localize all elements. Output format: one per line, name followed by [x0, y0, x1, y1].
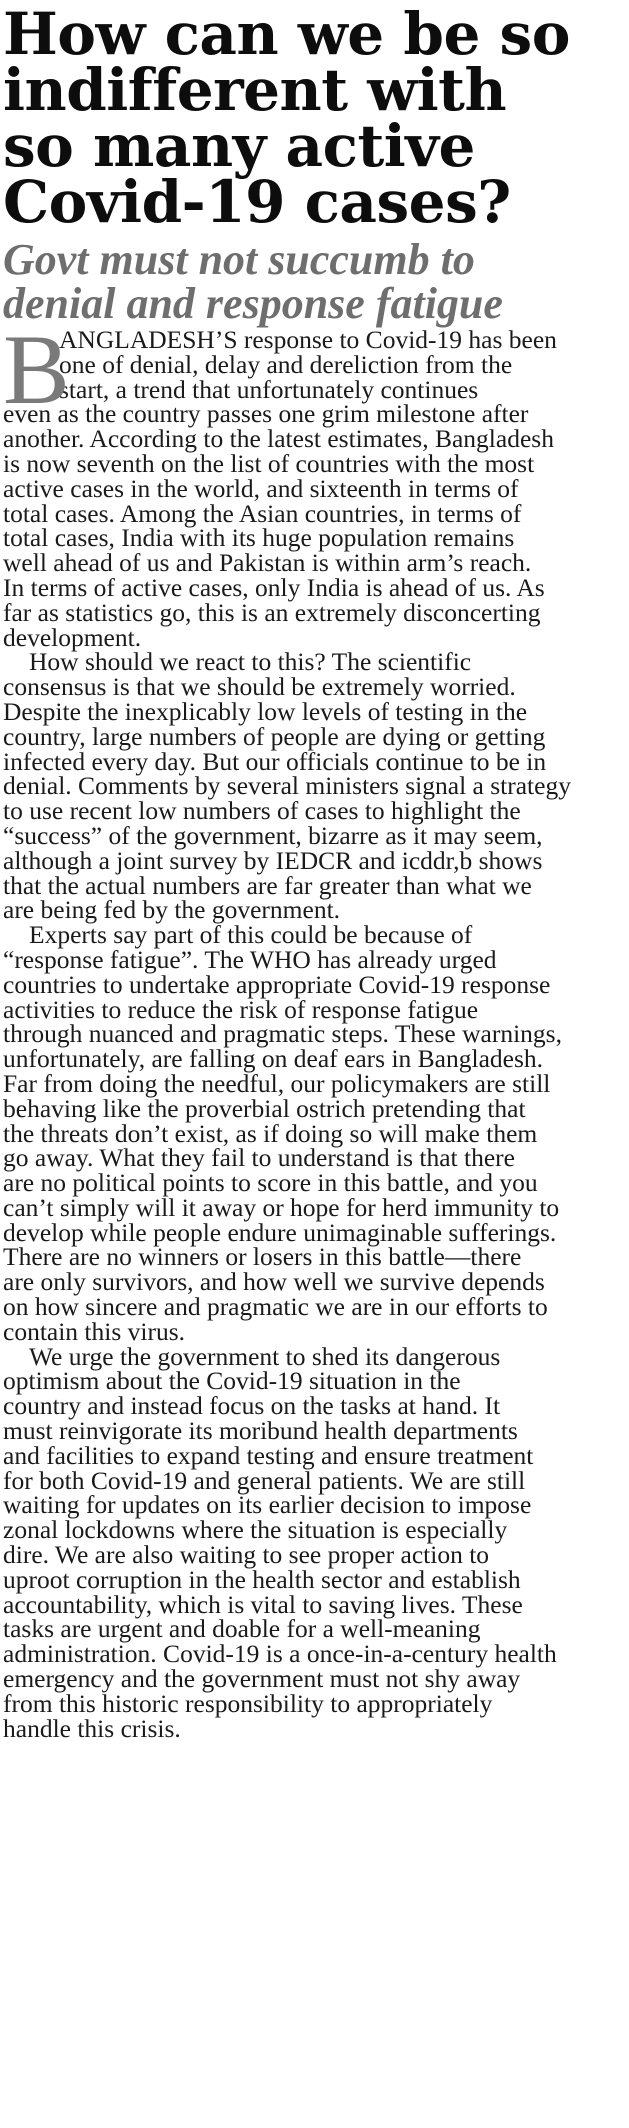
- body-line: emergency and the government must not shy away: [3, 1664, 521, 1694]
- body-line: “response fatigue”. The WHO has already urged: [3, 944, 497, 974]
- body-line: on how sincere and pragmatic we are in our efforts to: [3, 1292, 548, 1322]
- body-line: total cases, India with its huge population remains: [3, 523, 515, 553]
- body-line: that the actual numbers are far greater than what we: [3, 870, 532, 900]
- body-line: is now seventh on the list of countries with the most: [3, 448, 535, 478]
- body-line: behaving like the proverbial ostrich pretending that: [3, 1093, 526, 1123]
- body-line: Despite the inexplicably low levels of testing in the: [3, 696, 528, 726]
- headline-line: How can we be so: [3, 0, 570, 68]
- drop-cap: B: [3, 314, 70, 425]
- body-line: zonal lockdowns where the situation is especially: [3, 1515, 508, 1545]
- body-line: must reinvigorate its moribund health departments: [3, 1416, 518, 1446]
- body-line: countries to undertake appropriate Covid-19 response: [3, 969, 551, 999]
- headline-line: Covid-19 cases?: [3, 168, 511, 236]
- body-line: through nuanced and pragmatic steps. These warnings,: [3, 1019, 562, 1049]
- body-line: are no political points to score in this battle, and you: [3, 1168, 538, 1198]
- body-line: to use recent low numbers of cases to highlight the: [3, 796, 521, 826]
- body-line: consensus is that we should be extremely worried.: [3, 672, 516, 702]
- body-line: “success” of the government, bizarre as it may seem,: [3, 820, 543, 850]
- body-line: accountability, which is vital to saving lives. These: [3, 1589, 523, 1619]
- body-line: handle this crisis.: [3, 1713, 181, 1743]
- body-line: How should we react to this? The scientific: [29, 647, 472, 677]
- body-line: from this historic responsibility to appropriately: [3, 1688, 493, 1718]
- body-line: the threats don’t exist, as if doing so will make them: [3, 1118, 538, 1148]
- body-line: far as statistics go, this is an extremely disconcerting: [3, 597, 541, 627]
- paragraph-1: [3, 314, 627, 652]
- body-line: denial. Comments by several ministers signal a strategy: [3, 771, 571, 801]
- body-line: There are no winners or losers in this battle—there: [3, 1242, 522, 1272]
- body-line: administration. Covid-19 is a once-in-a-century health: [3, 1639, 557, 1669]
- body-line: country, large numbers of people are dying or getting: [3, 721, 546, 751]
- body-line: uproot corruption in the health sector and establish: [3, 1564, 521, 1594]
- body-line: contain this virus.: [3, 1316, 186, 1346]
- body-line: total cases. Among the Asian countries, in terms of: [3, 498, 522, 528]
- headline-line: indifferent with: [3, 56, 507, 124]
- body-line: waiting for updates on its earlier decision to impose: [3, 1490, 532, 1520]
- body-line: Far from doing the needful, our policymakers are still: [3, 1068, 551, 1098]
- body-line: can’t simply will it away or hope for herd immunity to: [3, 1192, 560, 1222]
- body-line: active cases in the world, and sixteenth in terms of: [3, 473, 519, 503]
- paragraph-2: [3, 647, 627, 925]
- paragraph-3: [3, 920, 627, 1346]
- body-line: well ahead of us and Pakistan is within arm’s reach.: [3, 548, 532, 578]
- body-line: develop while people endure unimaginable sufferings.: [3, 1217, 557, 1247]
- body-line: Experts say part of this could be because of: [29, 920, 473, 950]
- body-line: for both Covid-19 and general patients. We are still: [3, 1465, 526, 1495]
- article-body: [3, 314, 627, 1743]
- headline-line: so many active: [3, 112, 475, 180]
- body-line: although a joint survey by IEDCR and icddr,b shows: [3, 845, 543, 875]
- subheadline: [3, 235, 627, 328]
- subheadline-line: Govt must not succumb to: [3, 235, 475, 284]
- body-line: even as the country passes one grim milestone after: [3, 399, 529, 429]
- body-line: unfortunately, are falling on deaf ears in Bangladesh.: [3, 1044, 544, 1074]
- body-line: We urge the government to shed its dangerous: [29, 1341, 501, 1371]
- body-line: infected every day. But our officials continue to be in: [3, 746, 547, 776]
- body-line: dire. We are also waiting to see proper action to: [3, 1540, 490, 1570]
- body-line: country and instead focus on the tasks at hand. It: [3, 1391, 501, 1421]
- body-line: development.: [3, 622, 142, 652]
- body-line: activities to reduce the risk of response fatigue: [3, 994, 479, 1024]
- subheadline-line: denial and response fatigue: [3, 279, 503, 328]
- body-line: and facilities to expand testing and ensure treatment: [3, 1440, 534, 1470]
- body-line: tasks are urgent and doable for a well-meaning: [3, 1614, 481, 1644]
- body-line: are being fed by the government.: [3, 895, 341, 925]
- body-line: ANGLADESH’S response to Covid-19 has been: [59, 325, 557, 354]
- body-line: go away. What they fail to understand is that there: [3, 1143, 515, 1173]
- body-line: another. According to the latest estimates, Bangladesh: [3, 424, 554, 454]
- body-line: start, a trend that unfortunately continues: [59, 374, 479, 404]
- headline: [3, 0, 627, 236]
- body-line: one of denial, delay and dereliction from the: [59, 349, 513, 379]
- body-line: optimism about the Covid-19 situation in the: [3, 1366, 461, 1396]
- body-line: In terms of active cases, only India is ahead of us. As: [3, 572, 545, 602]
- paragraph-4: [3, 1341, 627, 1743]
- body-line: are only survivors, and how well we survive depends: [3, 1267, 545, 1297]
